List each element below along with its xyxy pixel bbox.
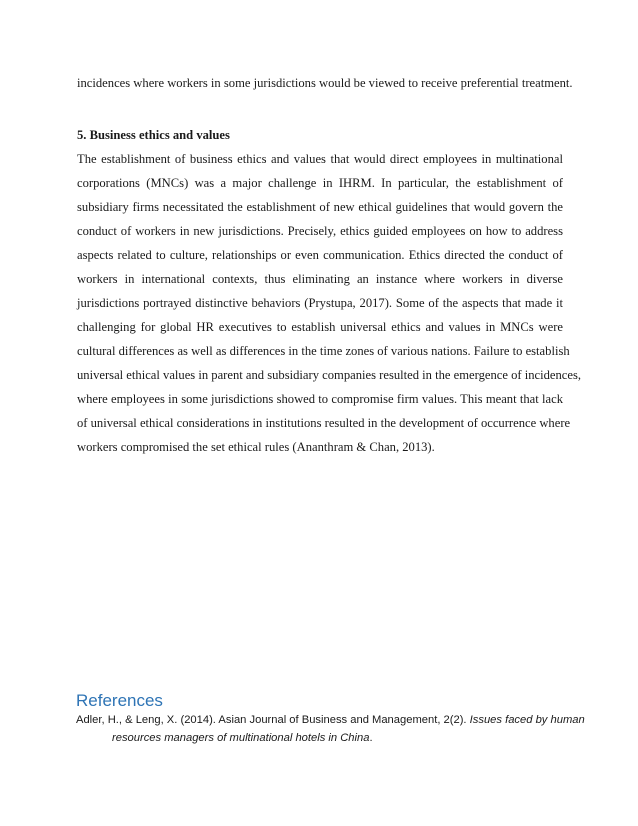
body-line: corporations (MNCs) was a major challenge in IHRM. In particular, the establishment of — [77, 176, 563, 190]
reference-title-text: resources managers of multinational hotels in China — [112, 732, 370, 744]
body-line: subsidiary firms necessitated the establishment of new ethical guidelines that would govern the — [77, 200, 563, 214]
body-line: workers in international contexts, thus eliminating an instance where workers in diverse — [77, 272, 563, 286]
reference-line — [76, 713, 585, 728]
body-line: of universal ethical considerations in institutions resulted in the development of occurrence where — [77, 416, 571, 430]
reference-end-punctuation: . — [369, 732, 373, 744]
body-line: challenging for global HR executives to establish universal ethics and values in MNCs were — [77, 320, 563, 334]
reference-citation-text: Adler, H., & Leng, X. (2014). Asian Journal of Business and Management, 2(2). — [76, 714, 470, 726]
body-line: cultural differences as well as differences in the time zones of various nations. Failure to establish — [77, 344, 570, 358]
reference-line-continued — [112, 731, 373, 746]
body-line: where employees in some jurisdictions showed to compromise firm values. This meant that lack — [77, 392, 563, 406]
body-line: jurisdictions portrayed distinctive behaviors (Prystupa, 2017). Some of the aspects that made it — [77, 296, 563, 310]
body-line: universal ethical values in parent and subsidiary companies resulted in the emergence of incidences, — [77, 368, 582, 382]
body-line: workers compromised the set ethical rules (Ananthram & Chan, 2013). — [77, 440, 435, 454]
references-heading: References — [76, 691, 163, 710]
continued-paragraph-line: incidences where workers in some jurisdictions would be viewed to receive preferential treatment. — [77, 76, 573, 90]
body-line: conduct of workers in new jurisdictions. Precisely, ethics guided employees on how to address — [77, 224, 563, 238]
body-line: The establishment of business ethics and values that would direct employees in multinational — [77, 152, 563, 166]
section-heading: 5. Business ethics and values — [77, 128, 230, 142]
body-line: aspects related to culture, relationships or even communication. Ethics directed the conduct of — [77, 248, 563, 262]
reference-title-text: Issues faced by human — [469, 714, 585, 726]
